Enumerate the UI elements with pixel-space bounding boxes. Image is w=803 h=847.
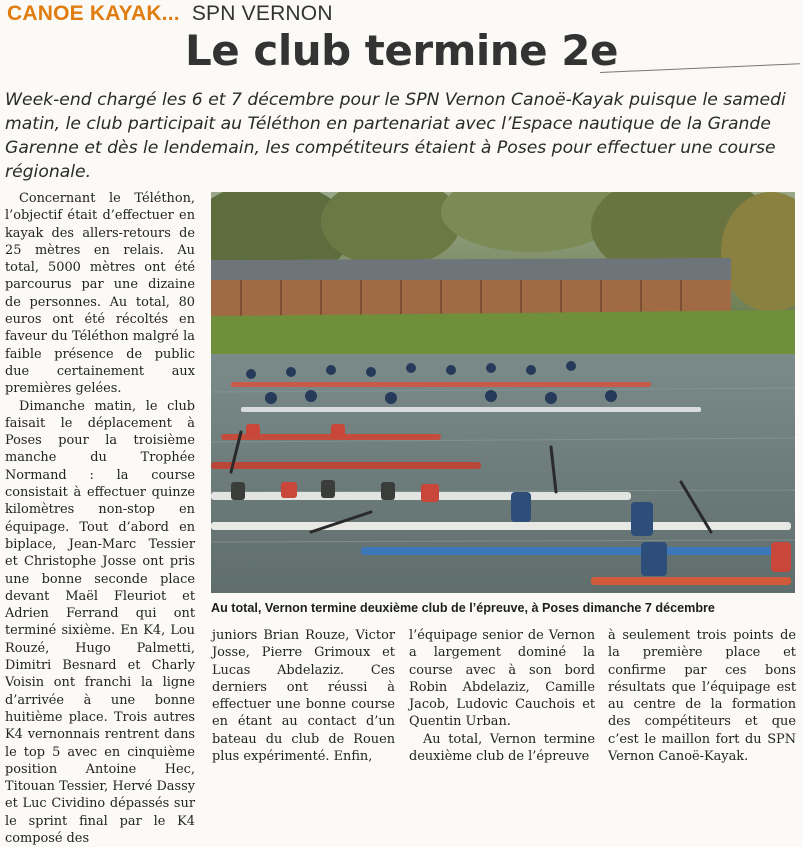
- lead-paragraph: Week-end chargé les 6 et 7 décembre pour le SPN Vernon Canoë-Kayak puisque le samedi matin, le club participait au Téléthon en partenariat avec l’Espace nautique de la Grande Garenne et dès le lendemain, les compétiteurs étaient à Poses pour effectuer une course régionale.: [5, 90, 786, 182]
- photo-caption: Au total, Vernon termine deuxième club de l’épreuve, à Poses dimanche 7 décembre: [211, 601, 715, 615]
- kayak-race-photo: [211, 192, 795, 593]
- rubric-club: SPN VERNON: [191, 2, 333, 25]
- rubric-category: CANOE KAYAK...: [7, 2, 180, 25]
- paragraph-race: Dimanche matin, le club faisait le déplacement à Poses pour la troisième manche du Trophée Normand : la course consistait à effectuer quinze kilomètres non-stop en équipage. Tout d’abord en biplace, Jean-Marc Tessier et Christophe Josse ont pris une bonne seconde place devant Maël Fleuriot et Adrien Ferrand qui ont terminé sixième. En K4, Lou Rouzé, Hugo Palmetti, Dimitri Besnard et Charly Voisin ont franchi la ligne d’arrivée à une bonne huitième place. Trois autres K4 vernonnais rentrent dans le top 5 avec en cinquième position Antoine Hec, Titouan Tessier, Hervé Dassy et Luc Cividino dépassés sur le sprint final par le K4 composé des: [5, 398, 195, 846]
- paragraph-result: Au total, Vernon termine deuxième club de l’épreuve: [409, 731, 595, 765]
- paragraph-telethon: Concernant le Téléthon, l’objectif était d’effectuer en kayak des allers-retours de 25 mètres en relais. Au total, 5000 mètres ont été parcourus par une dizaine de personnes. Au total, 80 euros ont été récoltés en faveur du Téléthon malgré la faible présence de public due certainement aux premières gelées.: [5, 191, 195, 397]
- paragraph-seniors: l’équipage senior de Vernon a largement dominé la course avec à son bord Robin Abdelaziz, Camille Jacob, Ludovic Cauchois et Quentin Urban.: [409, 628, 595, 730]
- headline: Le club termine 2e: [185, 26, 618, 75]
- rubric: [7, 2, 333, 26]
- paragraph-conclusion: à seulement trois points de la première place et confirme par ces bons résultats que l’équipage est au centre de la formation des compétiteurs et que c’est le maillon fort du SPN Vernon Canoë-Kayak.: [608, 628, 796, 765]
- paragraph-juniors: juniors Brian Rouze, Victor Josse, Pierre Grimoux et Lucas Abdelaziz. Ces derniers ont réussi à effectuer une bonne course en étant au contact d’un bateau du club de Rouen plus expérimenté. Enfin,: [212, 628, 395, 765]
- article-column-3: [409, 627, 595, 765]
- article-column-1: [5, 190, 195, 847]
- article-column-2: [212, 627, 395, 765]
- article-column-4: [608, 627, 796, 765]
